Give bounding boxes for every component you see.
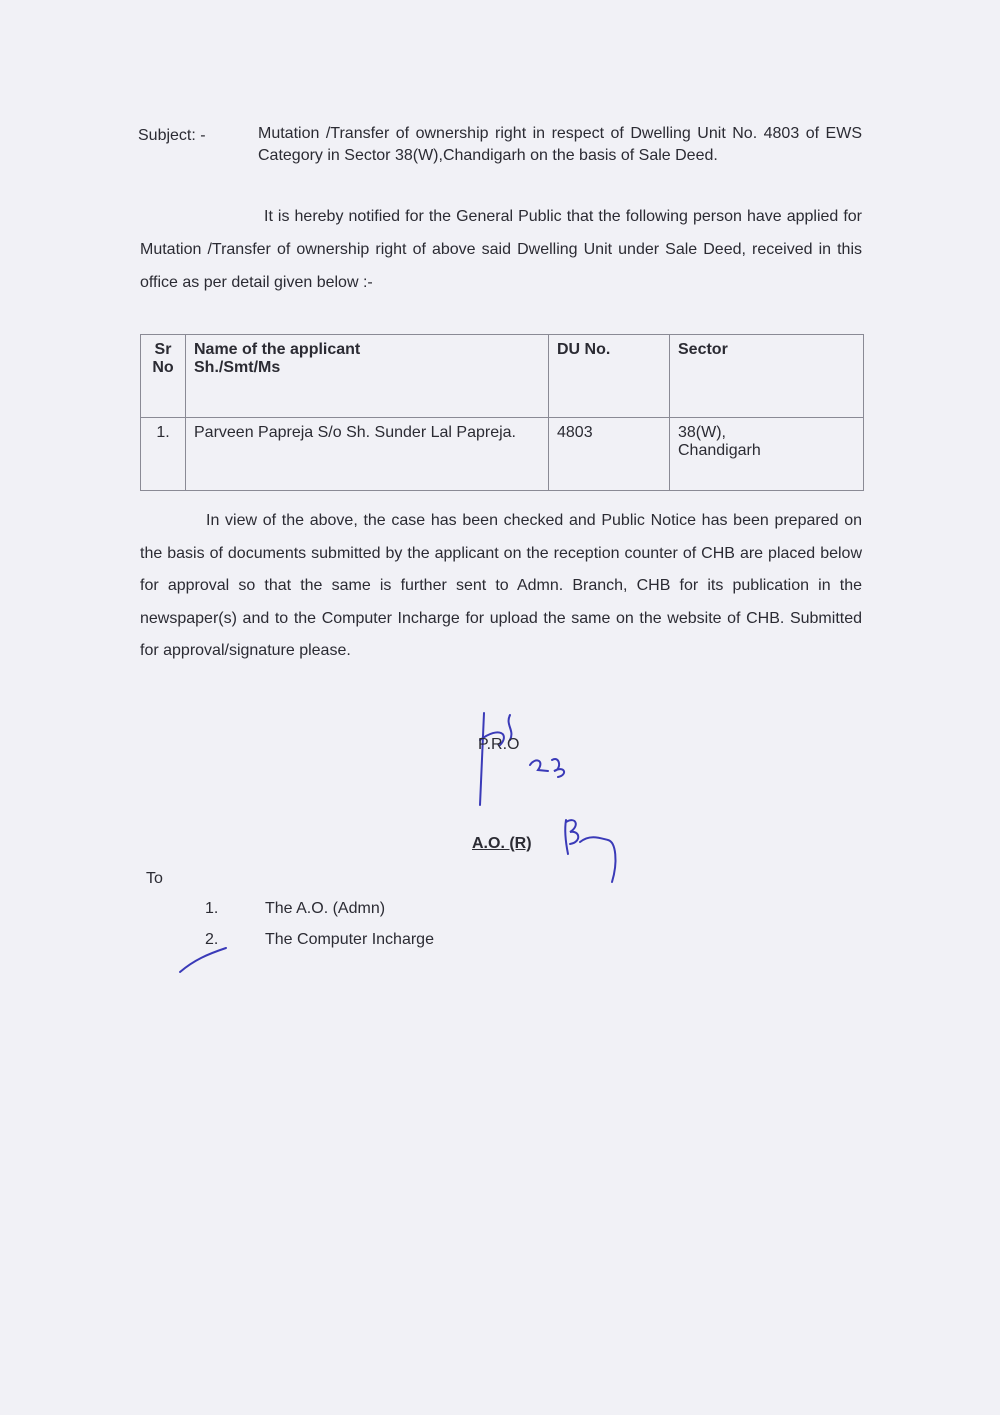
ao-initials-mark — [560, 812, 630, 887]
recipient-text: The A.O. (Admn) — [265, 900, 386, 917]
ao-label: A.O. (R) — [472, 835, 532, 852]
to-label: To — [146, 870, 163, 887]
cell-sr: 1. — [141, 418, 186, 491]
recipient-number: 2. — [205, 931, 219, 948]
cell-sector — [670, 418, 864, 491]
table-row — [141, 418, 864, 491]
recipient-text: The Computer Incharge — [265, 931, 434, 948]
header-sr-no — [141, 335, 186, 418]
header-sector: Sector — [670, 335, 864, 418]
subject-label: Subject: - — [138, 127, 206, 144]
pro-label: P.R.O — [478, 736, 520, 753]
cell-du-no: 4803 — [549, 418, 670, 491]
cell-sector-line2: Chandigarh — [678, 442, 761, 459]
intro-paragraph: It is hereby notified for the General Public that the following person have applied for Mutation /Transfer of ownership right of above said Dwelling Unit under Sale Deed, received in this office as per detail given below :- — [140, 208, 862, 291]
header-du-no: DU No. — [549, 335, 670, 418]
cell-applicant-name: Parveen Papreja S/o Sh. Sunder Lal Papreja. — [186, 418, 549, 491]
table-header-row — [141, 335, 864, 418]
header-name-line1: Name of the applicant — [194, 341, 361, 358]
header-sr-line1: Sr — [154, 341, 172, 358]
tick-mark — [176, 940, 236, 980]
header-name-line2: Sh./Smt/Ms — [194, 359, 281, 376]
signature-mark — [470, 705, 580, 815]
header-name — [186, 335, 549, 418]
recipient-number: 1. — [205, 900, 219, 917]
applicant-table — [140, 334, 864, 491]
subject-text: Mutation /Transfer of ownership right in respect of Dwelling Unit No. 4803 of EWS Category in Sector 38(W),Chandigarh on the basis of Sale Deed. — [258, 125, 862, 164]
cell-sector-line1: 38(W), — [678, 424, 726, 441]
body-paragraph: In view of the above, the case has been checked and Public Notice has been prepared on the basis of documents submitted by the applicant on the reception counter of CHB are placed below for approval so that the same is further sent to Admn. Branch, CHB for its publication in the newspaper(s) and to the Computer Incharge for upload the same on the website of CHB. Submitted for approval/signature please. — [140, 512, 862, 659]
header-sr-line2: No — [152, 359, 174, 376]
